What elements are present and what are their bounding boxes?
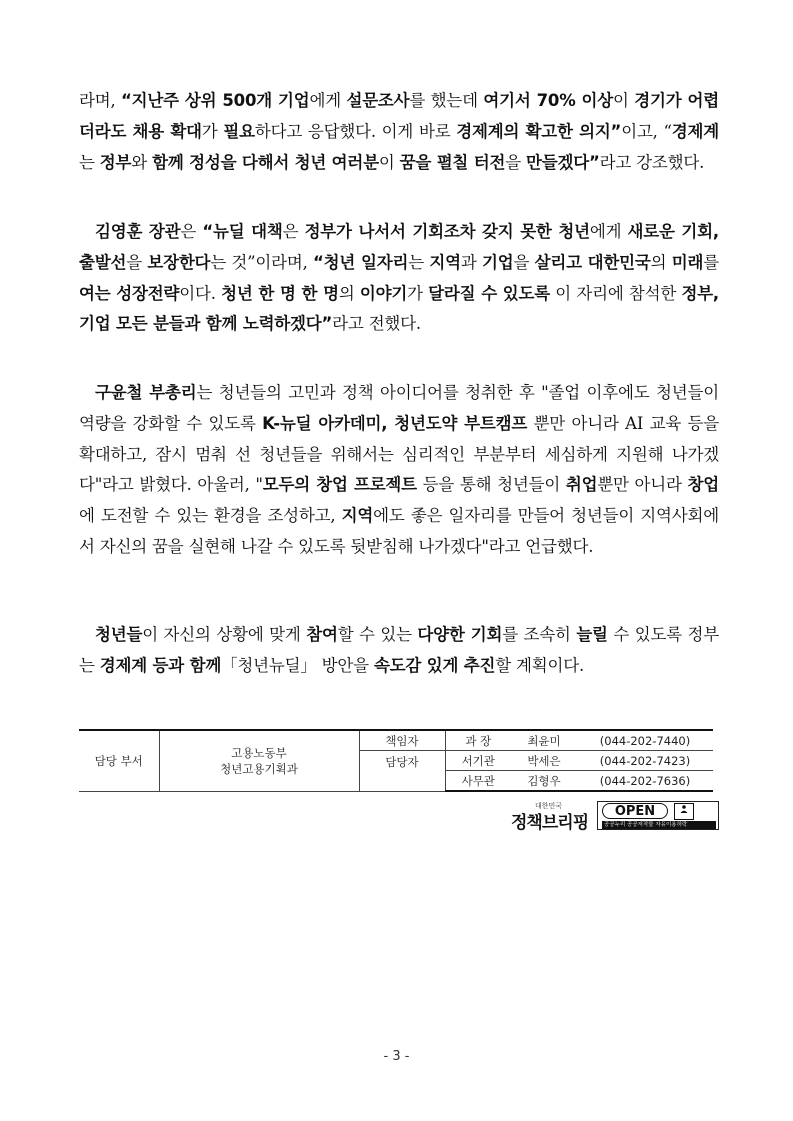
body-text: 「청년뉴딜」 방안을	[221, 655, 374, 675]
contact-phone: (044-202-7440)	[577, 730, 713, 751]
policy-briefing-logo	[509, 801, 597, 831]
emphasis-text: 참여	[306, 625, 338, 644]
charge-label: 담당자	[359, 751, 445, 792]
emphasis-text: 정부, 기업 모든 분들과 함께 노력하겠다”	[79, 283, 719, 334]
emphasis-text: 창업	[687, 475, 719, 495]
emphasis-text: 구윤철 부총리	[95, 383, 197, 402]
body-text: 는	[79, 152, 100, 172]
body-text: 할 계획이다.	[495, 655, 584, 675]
body-text: 이 자신의 상황에 맞게	[142, 625, 307, 644]
body-text: 등을 통해 청년들이	[416, 475, 566, 495]
emphasis-text: 늘릴	[576, 625, 608, 644]
body-text: 라고 강조했다.	[599, 152, 705, 172]
body-text: 수 있도록 정부는	[79, 625, 719, 675]
emphasis-text: 꿈을 펼칠 터전	[399, 152, 506, 172]
contact-phone: (044-202-7423)	[577, 751, 713, 771]
emphasis-text: 달라질 수 있도록	[428, 283, 550, 303]
emphasis-text: 기업	[481, 252, 514, 272]
emphasis-text: 모두의 창업 프로젝트	[262, 475, 417, 495]
emphasis-text: 경기가 어렵더라도 채용 확대	[79, 91, 719, 141]
contact-title: 서기관	[445, 751, 511, 771]
emphasis-text: 여는 성장전략	[79, 283, 180, 303]
emphasis-text: 지역	[341, 506, 374, 526]
ministry-name: 고용노동부	[231, 745, 287, 760]
dept-label: 담당 부서	[79, 730, 159, 791]
briefing-logo-small-text: 대한민국	[535, 802, 563, 810]
body-text: 는 청년들의 고민과 정책 아이디어를 청취한 후 "졸업 이후에도 청년들이 역량을 강화할 수 있도록	[79, 383, 719, 433]
contact-phone: (044-202-7636)	[577, 771, 713, 792]
emphasis-text: 만들겠다”	[526, 152, 600, 172]
body-text: 이고, “	[621, 121, 672, 141]
paragraph-1	[79, 86, 719, 178]
body-text: 에도 좋은 일자리를 만들어 청년들이 지역사회에서 자신의 꿈을 실현해 나갈 수 있도록 뒷받침해 나가겠다"라고 언급했다.	[79, 506, 719, 556]
open-license-caption: 공공누리 공공저작물 자유이용허락	[602, 821, 716, 829]
emphasis-text: K-뉴딜 아카데미, 청년도약 부트캠프	[262, 413, 528, 433]
body-text: 이다.	[179, 283, 222, 303]
body-text: 는	[408, 252, 430, 272]
body-text: 을	[513, 252, 535, 272]
emphasis-text: “뉴딜 대책	[202, 222, 283, 241]
emphasis-text: 청년들	[95, 625, 143, 644]
body-text: 하다고 응답했다. 이게 바로	[254, 121, 457, 141]
body-text: 뿐만 아니라	[597, 475, 688, 495]
briefing-logo-text: 정책브리핑	[511, 813, 589, 833]
emphasis-text: 새로운 기회, 출발선	[79, 222, 719, 272]
emphasis-text: 함께 정성을 다해서 청년 여러분	[152, 152, 379, 172]
emphasis-text: 속도감 있게 추진	[373, 655, 496, 675]
body-text: 이	[613, 91, 635, 110]
body-text: 은	[180, 222, 203, 241]
emphasis-text: “지난주 상위 500개 기업	[121, 91, 310, 110]
contact-name: 최윤미	[511, 730, 577, 751]
contact-title: 과 장	[445, 730, 511, 751]
open-license-logo	[597, 801, 719, 830]
body-text: 이	[378, 152, 400, 172]
body-text: 는 것”이라며,	[210, 252, 314, 272]
page-number: - 3 -	[383, 1049, 410, 1064]
body-text: 을	[126, 252, 148, 272]
emphasis-text: 보장한다	[147, 252, 211, 272]
body-text: 라고 전했다.	[332, 314, 421, 334]
body-text: 의	[650, 252, 672, 272]
body-text: 를 조속히	[502, 625, 577, 644]
emphasis-text: 청년 한 명 한 명	[221, 283, 339, 303]
dept-name	[159, 730, 359, 791]
emphasis-text: 다양한 기회	[417, 625, 503, 644]
division-name: 청년고용기획과	[220, 761, 298, 776]
body-text: 를	[703, 252, 719, 272]
emphasis-text: 경제계의 확고한 의지”	[456, 121, 622, 141]
contact-name: 김형우	[511, 771, 577, 792]
emphasis-text: 살리고 대한민국	[534, 252, 651, 272]
body-text: 가	[201, 121, 224, 141]
emphasis-text: 지역	[429, 252, 461, 272]
contact-name: 박세은	[511, 751, 577, 771]
emphasis-text: 김영훈 장관	[95, 222, 181, 241]
open-logo-word: OPEN	[602, 803, 668, 819]
emphasis-text: 미래	[671, 252, 704, 272]
body-text: 을	[505, 152, 526, 172]
emphasis-text: 취업	[565, 475, 598, 495]
paragraph-3	[79, 378, 719, 563]
responsible-label: 책임자	[359, 730, 445, 751]
emphasis-text: 경제계 등과 함께	[99, 655, 222, 675]
emphasis-text: 여기서 70% 이상	[483, 91, 614, 110]
person-icon	[679, 805, 689, 813]
emphasis-text: 필요	[223, 121, 255, 141]
body-text: 의	[338, 283, 360, 303]
body-text: 를 했는데	[409, 91, 484, 110]
emphasis-text: “청년 일자리	[313, 252, 409, 272]
body-text: 뿐만 아니라 AI 교육 등을 확대하고, 잠시 멈춰 선 청년들을 위해서는 심리적인 부분부터 세심하게 지원해 나가겠다"라고 밝혔다. 아울러, "	[79, 413, 719, 495]
attribution-badge-icon	[674, 803, 694, 820]
body-text: 은	[282, 222, 305, 241]
emphasis-text: 이야기	[359, 283, 408, 303]
contact-title: 사무관	[445, 771, 511, 792]
body-text: 가	[407, 283, 429, 303]
paragraph-4	[79, 620, 719, 682]
emphasis-text: 정부	[99, 152, 132, 172]
emphasis-text: 경제계	[671, 121, 719, 141]
body-text: 에게	[309, 91, 347, 110]
paragraph-2	[79, 217, 719, 340]
body-text: 에 도전할 수 있는 환경을 조성하고,	[79, 506, 342, 526]
emphasis-text: 설문조사	[346, 91, 410, 110]
body-text: 할 수 있는	[337, 625, 418, 644]
body-text: 이 자리에 참석한	[549, 283, 682, 303]
body-text: 에게	[589, 222, 628, 241]
body-text: 와	[131, 152, 153, 172]
emphasis-text: 정부가 나서서 기회조차 갖지 못한 청년	[304, 222, 590, 241]
body-text: 라며,	[79, 91, 122, 110]
body-text: 과	[460, 252, 482, 272]
contact-table	[79, 729, 713, 792]
